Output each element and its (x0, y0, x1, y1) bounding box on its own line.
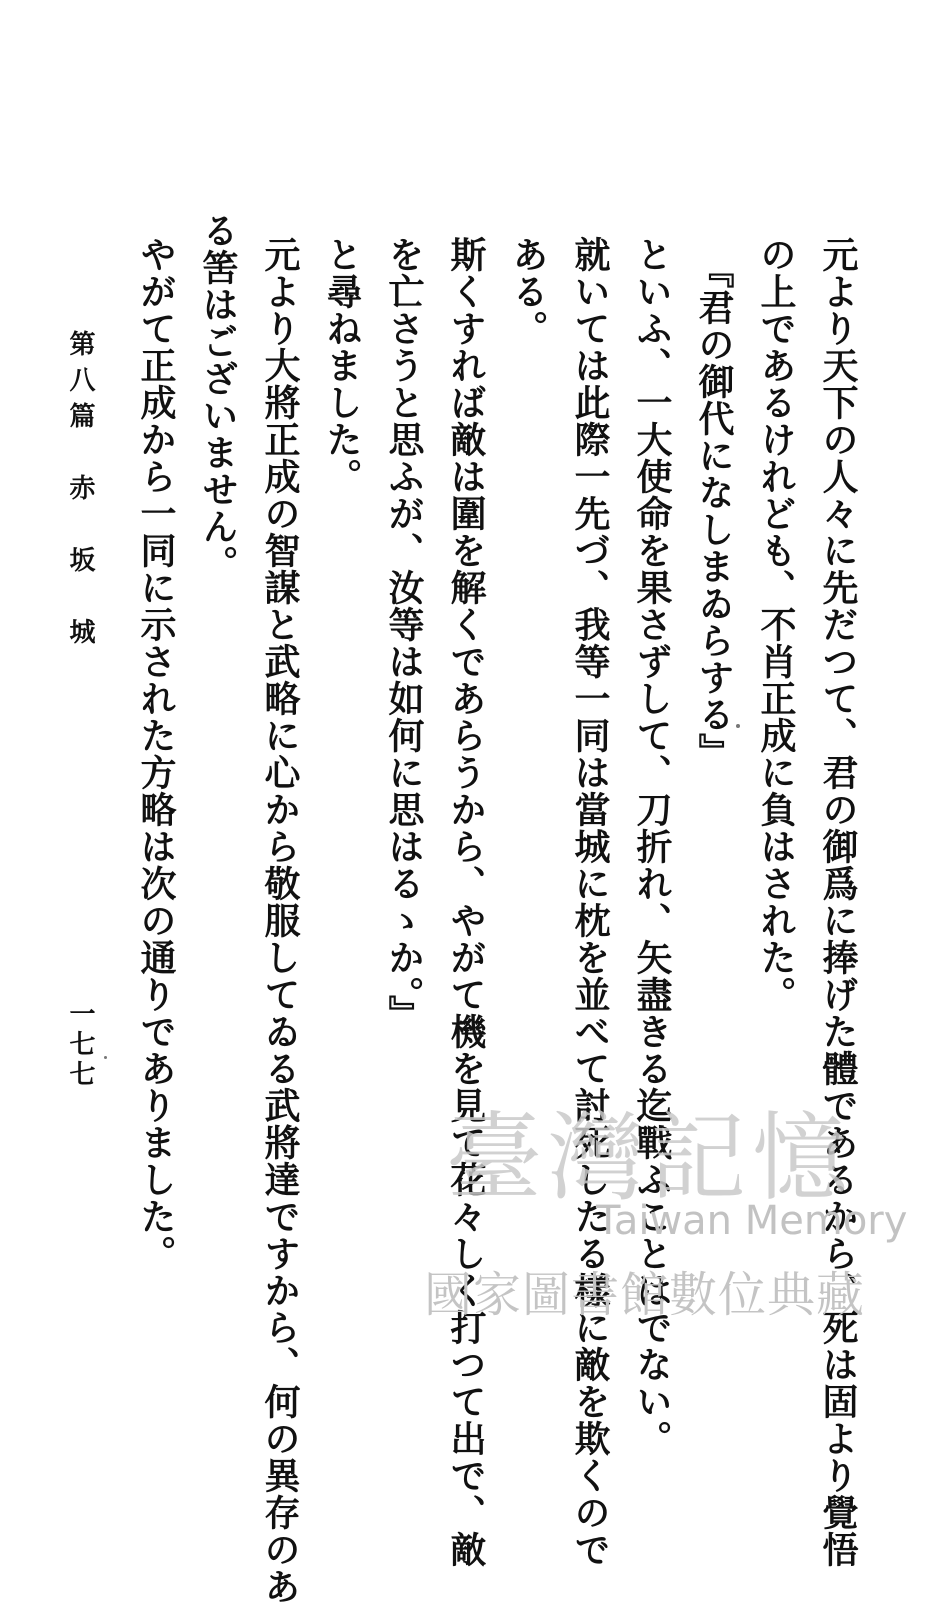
watermark-subtitle: 國家圖書館數位典藏 (424, 1267, 866, 1323)
body-column-3: 『君の御代になしまゐらする』 (693, 252, 735, 770)
body-column-1: 元より天下の人々に先だつて、君の御爲に捧げた體であるから、死は固より覺悟 (817, 236, 859, 1568)
page-number: 一七七 (65, 1000, 95, 1090)
watermark-logo: 臺灣記憶 (446, 1102, 854, 1214)
scan-speck (736, 724, 740, 728)
watermark-english: Taiwan Memory (596, 1198, 908, 1244)
body-column-9: と尋ねました。 (321, 236, 363, 495)
body-column-2: の上であるけれども、不肖正成に負はされた。 (755, 236, 797, 1013)
scan-speck (104, 1056, 107, 1059)
body-column-5: 就いては此際一先づ、我等一同は當城に枕を並べて討死したる樣に敵を欺くので (569, 236, 611, 1568)
running-header: 第八篇 赤 坂 城 (65, 330, 95, 654)
body-column-4: といふ、一大使命を果さずして、刀折れ、矢盡きる迄戰ふことはでない。 (631, 236, 673, 1457)
body-column-12: やがて正成から一同に示された方略は次の通りでありました。 (135, 236, 177, 1272)
body-column-8: を亡さうと思ふが、汝等は如何に思はるゝか。』 (383, 236, 425, 1032)
body-column-7: 斯くすれば敵は圍を解くであらうから、やがて機を見て花々しく打つて出で、敵 (445, 236, 487, 1568)
body-column-6: ある。 (507, 236, 549, 347)
body-column-11: る筈はございません。 (197, 212, 239, 582)
body-column-10: 元より大將正成の智謀と武略に心から敬服してゐる武將達ですから、何の異存のあ (259, 236, 301, 1605)
